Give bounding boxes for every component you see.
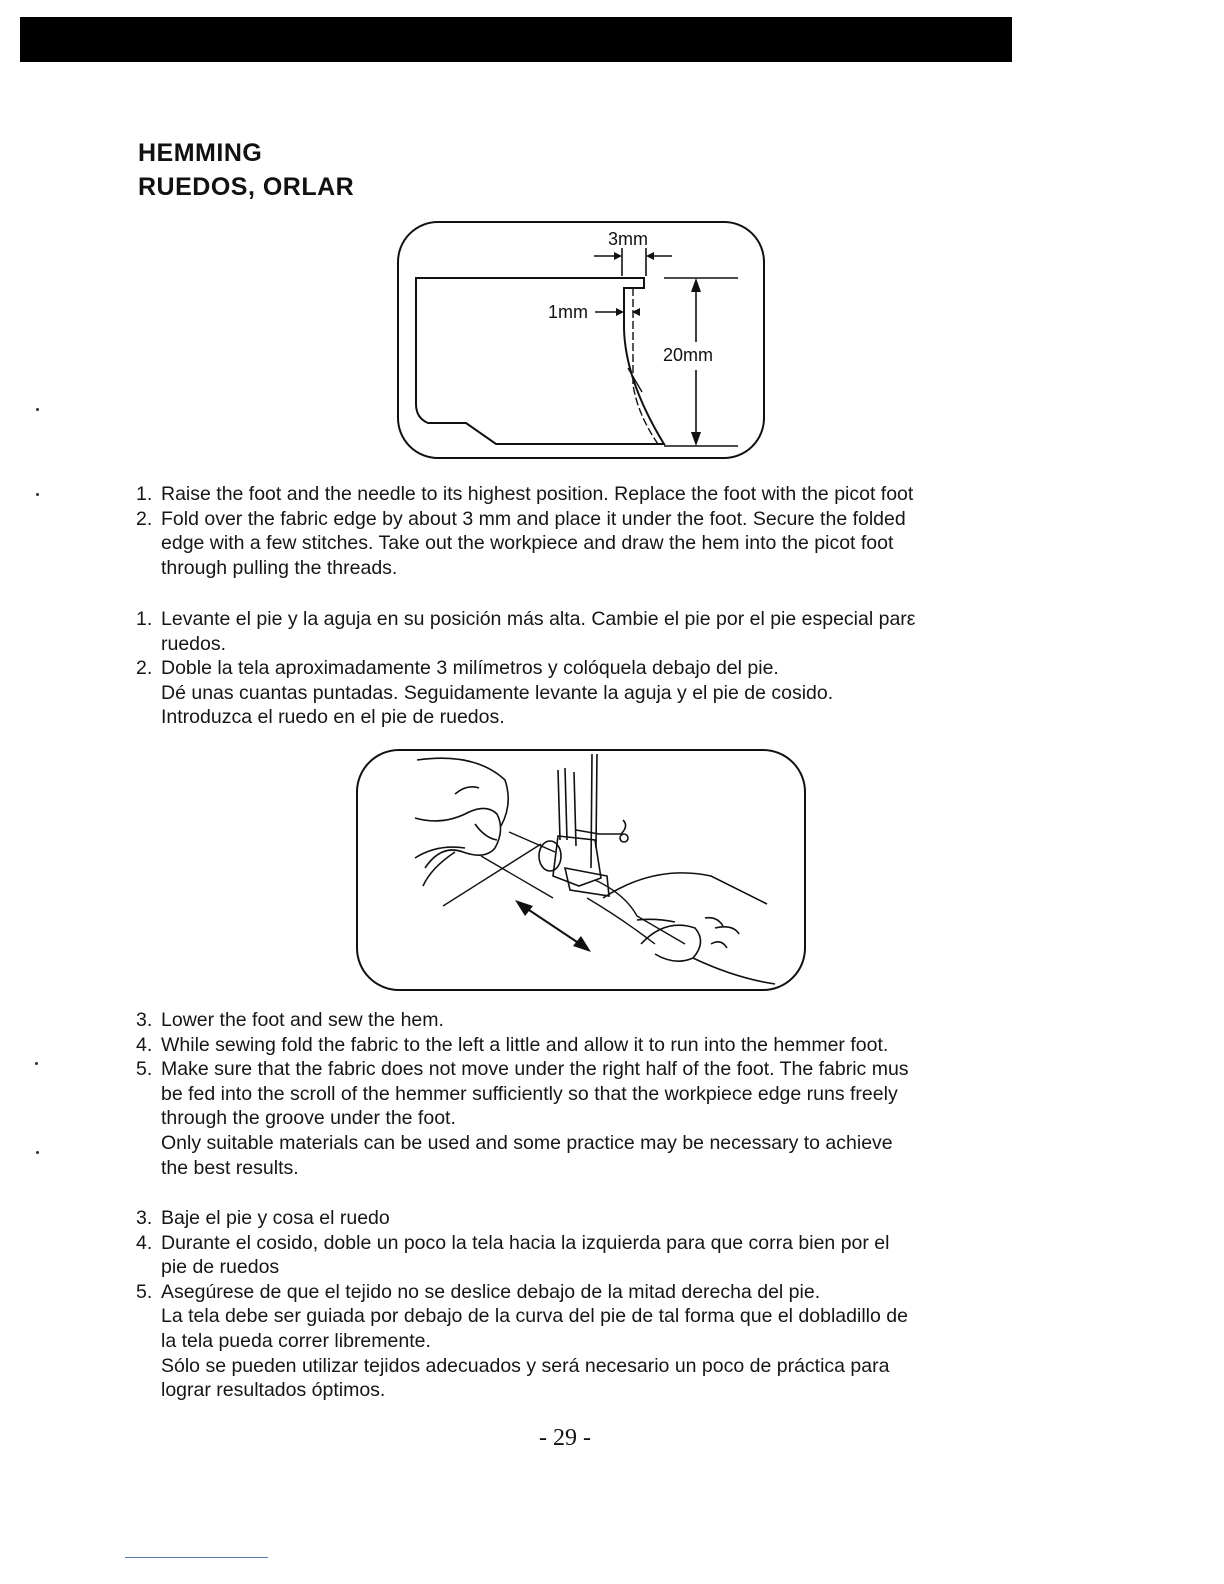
- right-hand: [603, 873, 775, 984]
- list-item: [130, 507, 1020, 581]
- presser-foot: [539, 754, 628, 896]
- list-item: [130, 1033, 1020, 1058]
- fold-dimension-diagram: [396, 220, 766, 460]
- page-title-english: HEMMING: [138, 139, 263, 167]
- step-text: Make sure that the fabric does not move under the right half of the foot. The fabric mus: [161, 1058, 909, 1081]
- step-text: While sewing fold the fabric to the left a little and allow it to run into the hemmer foot.: [161, 1033, 889, 1056]
- step-text: Sólo se pueden utilizar tejidos adecuados y será necesario un poco de práctica para: [161, 1354, 890, 1377]
- header-bar: [20, 17, 1012, 62]
- step-text: through the groove under the foot.: [161, 1107, 456, 1130]
- margin-speck: [36, 493, 39, 496]
- margin-speck: [35, 1062, 38, 1065]
- step-text: edge with a few stitches. Take out the workpiece and draw the hem into the picot foot: [161, 532, 894, 555]
- step-text: Introduzca el ruedo en el pie de ruedos.: [161, 706, 505, 729]
- step-text: Levante el pie y la aguja en su posición más alta. Cambie el pie por el pie especial parε: [161, 608, 916, 630]
- height-20mm-label: 20mm: [663, 345, 714, 365]
- direction-arrow: [515, 900, 591, 952]
- hemmer-foot-sewing-illustration: [355, 748, 807, 992]
- margin-speck: [36, 408, 39, 411]
- step-text: Lower the foot and sew the hem.: [161, 1009, 444, 1031]
- instructions-english-part2: [130, 1008, 1020, 1180]
- fabric-outline: [416, 278, 664, 444]
- step-text: pie de ruedos: [161, 1256, 280, 1279]
- step-text: Asegúrese de que el tejido no se deslice debajo de la mitad derecha del pie.: [161, 1280, 821, 1303]
- step-text: Durante el cosido, doble un poco la tela hacia la izquierda para que corra bien por el: [161, 1231, 890, 1254]
- step-number: 3.: [136, 1207, 153, 1229]
- step-text: lograr resultados óptimos.: [161, 1379, 386, 1402]
- step-number: 5.: [136, 1058, 153, 1081]
- step-text: Fold over the fabric edge by about 3 mm and place it under the foot. Secure the folded: [161, 507, 906, 530]
- list-item: [130, 1057, 1020, 1180]
- list-item: [130, 1206, 1020, 1231]
- step-text: Doble la tela aproximadamente 3 milímetros y colóquela debajo del pie.: [161, 657, 779, 680]
- step-text: Baje el pie y cosa el ruedo: [161, 1207, 390, 1229]
- step-number: 5.: [136, 1280, 153, 1303]
- step-text: the best results.: [161, 1156, 299, 1179]
- page-number: - 29 -: [539, 1425, 591, 1451]
- step-text: La tela debe ser guiada por debajo de la curva del pie de tal forma que el dobladillo de: [161, 1305, 908, 1328]
- step-text: ruedos.: [161, 632, 227, 655]
- step-text: be fed into the scroll of the hemmer sufficiently so that the workpiece edge runs freely: [161, 1082, 898, 1105]
- fabric: [443, 832, 685, 944]
- instructions-spanish-part1: [130, 607, 1020, 730]
- list-item: [130, 656, 1020, 730]
- step-number: 1.: [136, 483, 153, 505]
- gap-1mm-label: 1mm: [548, 302, 588, 322]
- list-item: [130, 1231, 1020, 1280]
- width-3mm-label: 3mm: [608, 229, 648, 249]
- step-number: 2.: [136, 657, 153, 680]
- list-item: [130, 1280, 1020, 1403]
- step-text: Only suitable materials can be used and some practice may be necessary to achieve: [161, 1131, 893, 1154]
- step-text: Raise the foot and the needle to its highest position. Replace the foot with the picot foot: [161, 483, 914, 505]
- illustration-frame: [357, 750, 805, 990]
- instructions-spanish-part2: [130, 1206, 1020, 1403]
- step-text: la tela pueda correr libremente.: [161, 1329, 431, 1352]
- step-text: through pulling the threads.: [161, 556, 398, 579]
- step-number: 4.: [136, 1231, 153, 1254]
- step-number: 1.: [136, 608, 153, 630]
- list-item: [130, 1008, 1020, 1033]
- page-title-spanish: RUEDOS, ORLAR: [138, 173, 355, 201]
- left-hand: [415, 758, 508, 886]
- list-item: [130, 607, 1020, 656]
- list-item: [130, 482, 1020, 507]
- footer-rule: [125, 1557, 268, 1558]
- step-number: 4.: [136, 1033, 153, 1056]
- step-number: 2.: [136, 507, 153, 530]
- step-text: Dé unas cuantas puntadas. Seguidamente levante la aguja y el pie de cosido.: [161, 681, 834, 704]
- instructions-english-part1: [130, 482, 1020, 580]
- margin-speck: [36, 1151, 39, 1154]
- step-number: 3.: [136, 1009, 153, 1031]
